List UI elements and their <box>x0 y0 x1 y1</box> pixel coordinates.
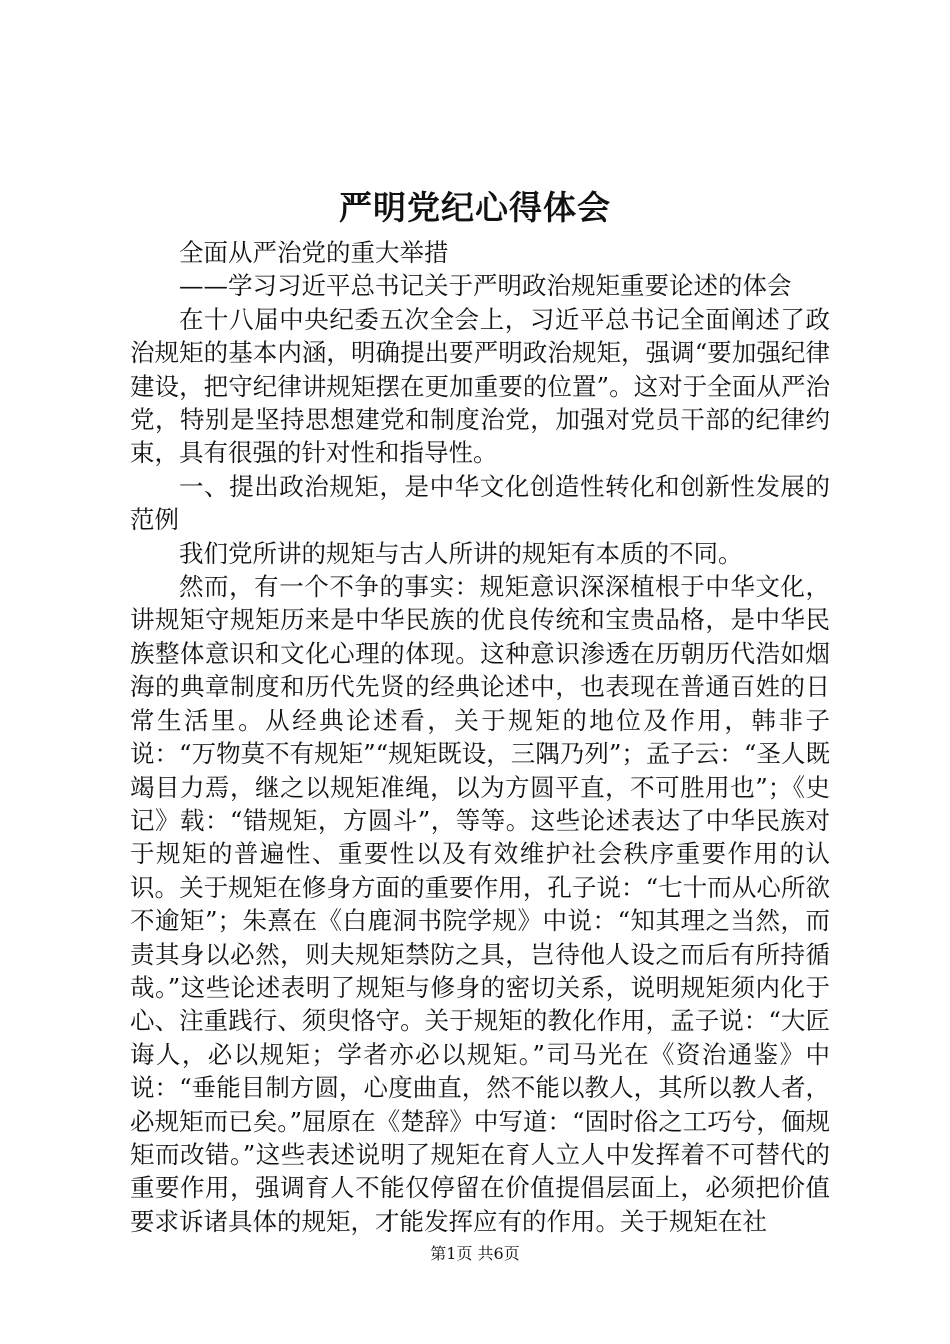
body-paragraph: 然而，有一个不争的事实：规矩意识深深植根于中华文化，讲规矩守规矩历来是中华民族的优良传统和宝贵品格，是中华民族整体意识和文化心理的体现。这种意识渗透在历朝历代浩如烟海的典章制度和历代先贤的经典论述中，也表现在普通百姓的日常生活里。从经典论述看，关于规矩的地位及作用，韩非子说：“万物莫不有规矩”“规矩既设，三隅乃列”；孟子云：“圣人既竭目力焉，继之以规矩准绳，以为方圆平直，不可胜用也”；《史记》载：“错规矩，方圆斗”，等等。这些论述表达了中华民族对于规矩的普遍性、重要性以及有效维护社会秩序重要作用的认识。关于规矩在修身方面的重要作用，孔子说：“七十而从心所欲不逾矩”；朱熹在《白鹿洞书院学规》中说：“知其理之当然，而责其身以必然，则夫规矩禁防之具，岂待他人设之而后有所持循哉。”这些论述表明了规矩与修身的密切关系，说明规矩须内化于心、注重践行、须臾恪守。关于规矩的教化作用，孟子说：“大匠诲人，必以规矩；学者亦必以规矩。”司马光在《资治通鉴》中说：“垂能目制方圆，心度曲直，然不能以教人，其所以教人者，必规矩而已矣。”屈原在《楚辞》中写道：“固时俗之工巧兮，偭规矩而改错。”这些表述说明了规矩在育人立人中发挥着不可替代的重要作用，强调育人不能仅停留在价值提倡层面上，必须把价值要求诉诸具体的规矩，才能发挥应有的作用。关于规矩在社 <box>130 572 830 1236</box>
body-paragraph: 在十八届中央纪委五次全会上，习近平总书记全面阐述了政治规矩的基本内涵，明确提出要严明政治规矩，强调“要加强纪律建设，把守纪律讲规矩摆在更加重要的位置”。这对于全面从严治党，特别是坚持思想建党和制度治党，加强对党员干部的纪律约束，具有很强的针对性和指导性。 <box>130 304 830 468</box>
body-paragraph: 我们党所讲的规矩与古人所讲的规矩有本质的不同。 <box>179 538 743 568</box>
section-heading: 一、提出政治规矩，是中华文化创造性转化和创新性发展的范例 <box>130 471 830 535</box>
page-footer: 第1页 共6页 <box>430 1244 520 1263</box>
subtitle-paragraph: ——学习习近平总书记关于严明政治规矩重要论述的体会 <box>179 271 792 301</box>
subtitle-paragraph: 全面从严治党的重大举措 <box>179 238 449 267</box>
document-body <box>130 236 830 1238</box>
document-title: 严明党纪心得体会 <box>339 188 611 227</box>
